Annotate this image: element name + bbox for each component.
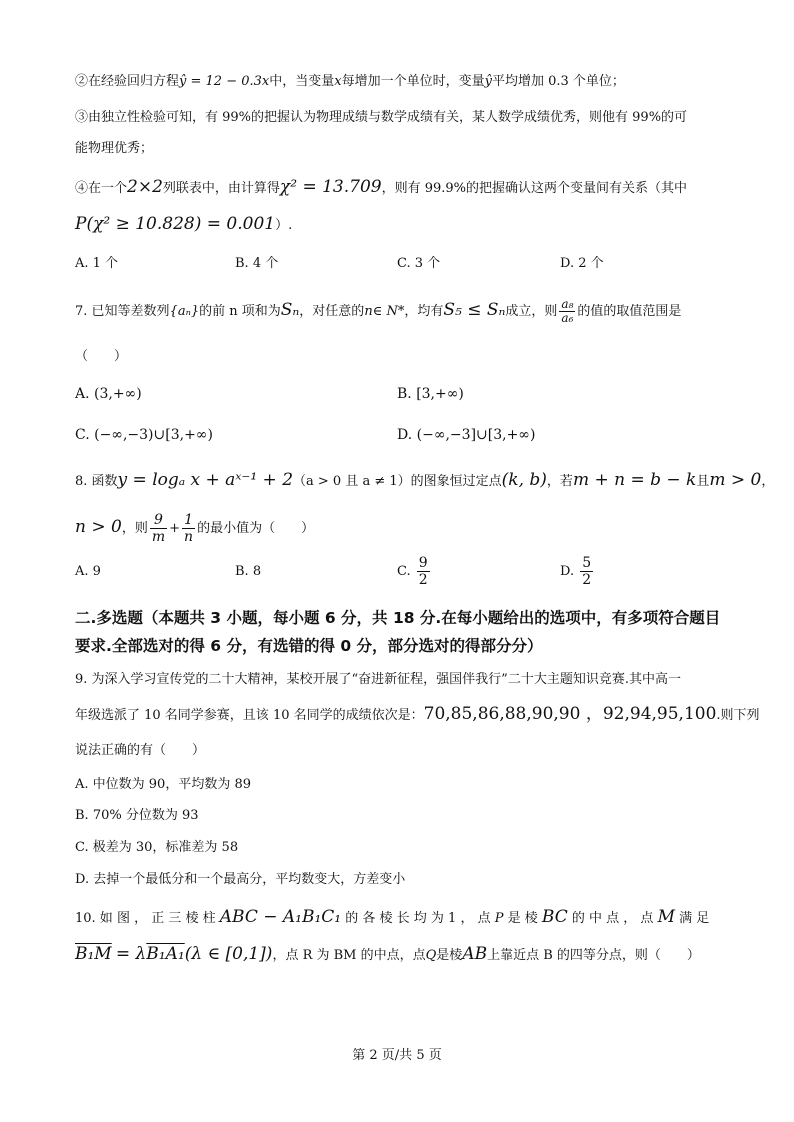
text: ④在一个	[75, 181, 128, 196]
text: 满 足	[679, 911, 710, 926]
equation: m + n = b − k	[572, 470, 697, 490]
text: ②在经验回归方程	[75, 74, 180, 89]
denominator: n	[184, 529, 194, 545]
fraction-1-n	[182, 512, 195, 545]
section-2-heading-line-1: 二.多选题（本题共 3 小题，每小题 6 分，共 18 分.在每小题给出的选项中，有多项符合题目	[75, 609, 721, 627]
text: 8. 函数	[75, 474, 118, 489]
denominator: 2	[582, 572, 592, 588]
text: 的最小值为（ ）	[197, 521, 315, 536]
prism: ABC − A₁B₁C₁	[219, 907, 342, 927]
text: 是棱	[436, 948, 463, 963]
function: y = logₐ x + aˣ⁻¹ + 2	[117, 470, 294, 490]
m-positive: m > 0	[709, 470, 762, 490]
q6-option-a: A. 1 个	[75, 256, 119, 271]
numerator: 9	[150, 512, 167, 529]
text: ，则	[121, 521, 148, 536]
vector-b1m: B₁M	[75, 944, 112, 964]
q7-answer-paren: （ ）	[75, 349, 128, 364]
point-p: P	[494, 911, 504, 926]
q6-option-d: D. 2 个	[560, 256, 604, 271]
text: 的 中 点 ， 点	[571, 911, 654, 926]
fraction-9-m	[150, 512, 167, 545]
edge-bc: BC	[541, 907, 568, 927]
page-footer: 第 2 页/共 5 页	[352, 1048, 442, 1063]
q8-stem-line-2	[75, 510, 314, 546]
text: ，均有	[404, 304, 444, 319]
vector-b1a1: B₁A₁	[146, 944, 185, 964]
q8-option-b: B. 8	[235, 564, 262, 579]
text: ，点 R 为 BM 的中点，点	[272, 948, 426, 963]
q7-option-c: C. (−∞,−3)∪[3,+∞)	[75, 427, 213, 443]
statement-2	[75, 72, 625, 92]
text: 的 各 棱 长 均 为 1 ， 点	[345, 911, 491, 926]
point-m: M	[657, 907, 675, 927]
text: ）.	[275, 218, 293, 233]
text: 中，当变量	[269, 74, 335, 89]
numerator: 9	[418, 555, 428, 571]
section-2-heading-line-2: 要求.全部选对的得 6 分，有选错的得 0 分，部分选对的得部分分）	[75, 637, 543, 655]
text: 成立，则	[505, 304, 558, 319]
text: 且	[696, 474, 710, 489]
q6-option-c: C. 3 个	[397, 256, 441, 271]
q9-option-c: C. 极差为 30，标准差为 58	[75, 840, 239, 855]
text: 列联表中，由计算得	[162, 181, 280, 196]
n-positive: n > 0	[75, 517, 122, 537]
q8-option-a: A. 9	[75, 564, 101, 579]
fraction-a8-a6	[559, 298, 575, 325]
numerator: 5	[582, 555, 592, 571]
q9-option-d: D. 去掉一个最低分和一个最高分，平均数变大，方差变小	[75, 872, 406, 887]
text: 7. 已知等差数列	[75, 304, 170, 319]
q8-option-d	[560, 552, 595, 592]
numerator: 1	[182, 512, 195, 529]
text: 的前 n 项和为	[199, 304, 281, 319]
q10-stem-line-1	[75, 907, 709, 929]
option-letter: C.	[397, 564, 411, 579]
text: 每增加一个单位时，变量	[341, 74, 485, 89]
text: 的值的取值范围是	[577, 304, 682, 319]
sequence: {aₙ}	[169, 304, 200, 319]
n-in-n: n∈ N*	[364, 304, 405, 319]
chi-square-value: χ² = 13.709	[279, 177, 382, 197]
q10-stem-line-2	[75, 944, 700, 966]
denominator: 2	[418, 572, 428, 588]
text: 上靠近点 B 的四等分点，则（ ）	[487, 948, 700, 963]
plus-sign: +	[169, 521, 181, 536]
q7-option-a: A. (3,+∞)	[75, 386, 142, 402]
text: ，	[761, 474, 775, 489]
q9-stem-line-2	[75, 704, 760, 726]
text: ，对任意的	[299, 304, 365, 319]
regression-equation: ŷ = 12 − 0.3x	[179, 74, 270, 89]
q6-option-b: B. 4 个	[235, 256, 279, 271]
text: 平均增加 0.3 个单位；	[491, 74, 625, 89]
statement-4-line-2	[75, 214, 292, 236]
condition: （a > 0 且 a ≠ 1）	[293, 474, 411, 489]
edge-ab: AB	[462, 944, 488, 964]
fraction-9-2	[417, 555, 430, 588]
option-letter: D.	[560, 564, 575, 579]
statement-4-line-1	[75, 177, 687, 199]
text: 年级选派了 10 名同学参赛，且该 10 名同学的成绩依次是：	[75, 708, 424, 723]
q8-option-c	[397, 552, 432, 592]
probability-expression: P(χ² ≥ 10.828) = 0.001	[75, 214, 276, 234]
q9-option-b: B. 70% 分位数为 93	[75, 808, 199, 823]
statement-3-line-1: ③由独立性检验可知，有 99%的把握认为物理成绩与数学成绩有关，某人数学成绩优秀，则他有 99%的可	[75, 110, 688, 125]
fixed-point: (k, b)	[501, 470, 547, 490]
q7-option-b: B. [3,+∞)	[397, 386, 464, 402]
statement-3-line-2: 能物理优秀；	[75, 141, 154, 156]
text: 是 棱	[507, 911, 538, 926]
q7-option-d: D. (−∞,−3]∪[3,+∞)	[397, 427, 536, 443]
text: 的图象恒过定点	[410, 474, 502, 489]
variable-x: x	[334, 74, 342, 89]
inequality: S₅ ≤ Sₙ	[443, 300, 506, 320]
variable-yhat: ŷ	[484, 74, 492, 89]
scores-list: 70,85,86,88,90,90 ，92,94,95,100	[423, 704, 717, 724]
q8-stem-line-1	[75, 470, 774, 492]
denominator: a₆	[561, 311, 574, 325]
q9-stem-line-3: 说法正确的有（ ）	[75, 743, 206, 758]
text: 10. 如 图 ， 正 三 棱 柱	[75, 911, 216, 926]
q9-option-a: A. 中位数为 90，平均数为 89	[75, 777, 252, 792]
sum-sn: Sₙ	[280, 300, 300, 320]
text: .则下列	[716, 708, 760, 723]
numerator: a₈	[561, 297, 574, 311]
fraction-5-2	[580, 555, 593, 588]
table-size: 2×2	[127, 177, 163, 197]
lambda-range: (λ ∈ [0,1])	[184, 944, 273, 964]
q7-stem	[75, 298, 681, 325]
text: ，则有 99.9%的把握确认这两个变量间有关系（其中	[381, 181, 688, 196]
text: ，若	[546, 474, 573, 489]
equals-lambda: = λ	[115, 944, 147, 964]
denominator: m	[151, 529, 166, 545]
q9-stem-line-1: 9. 为深入学习宣传党的二十大精神，某校开展了“奋进新征程，强国伴我行”二十大主题知识竞赛.其中高一	[75, 672, 681, 687]
point-q: Q	[425, 948, 437, 963]
